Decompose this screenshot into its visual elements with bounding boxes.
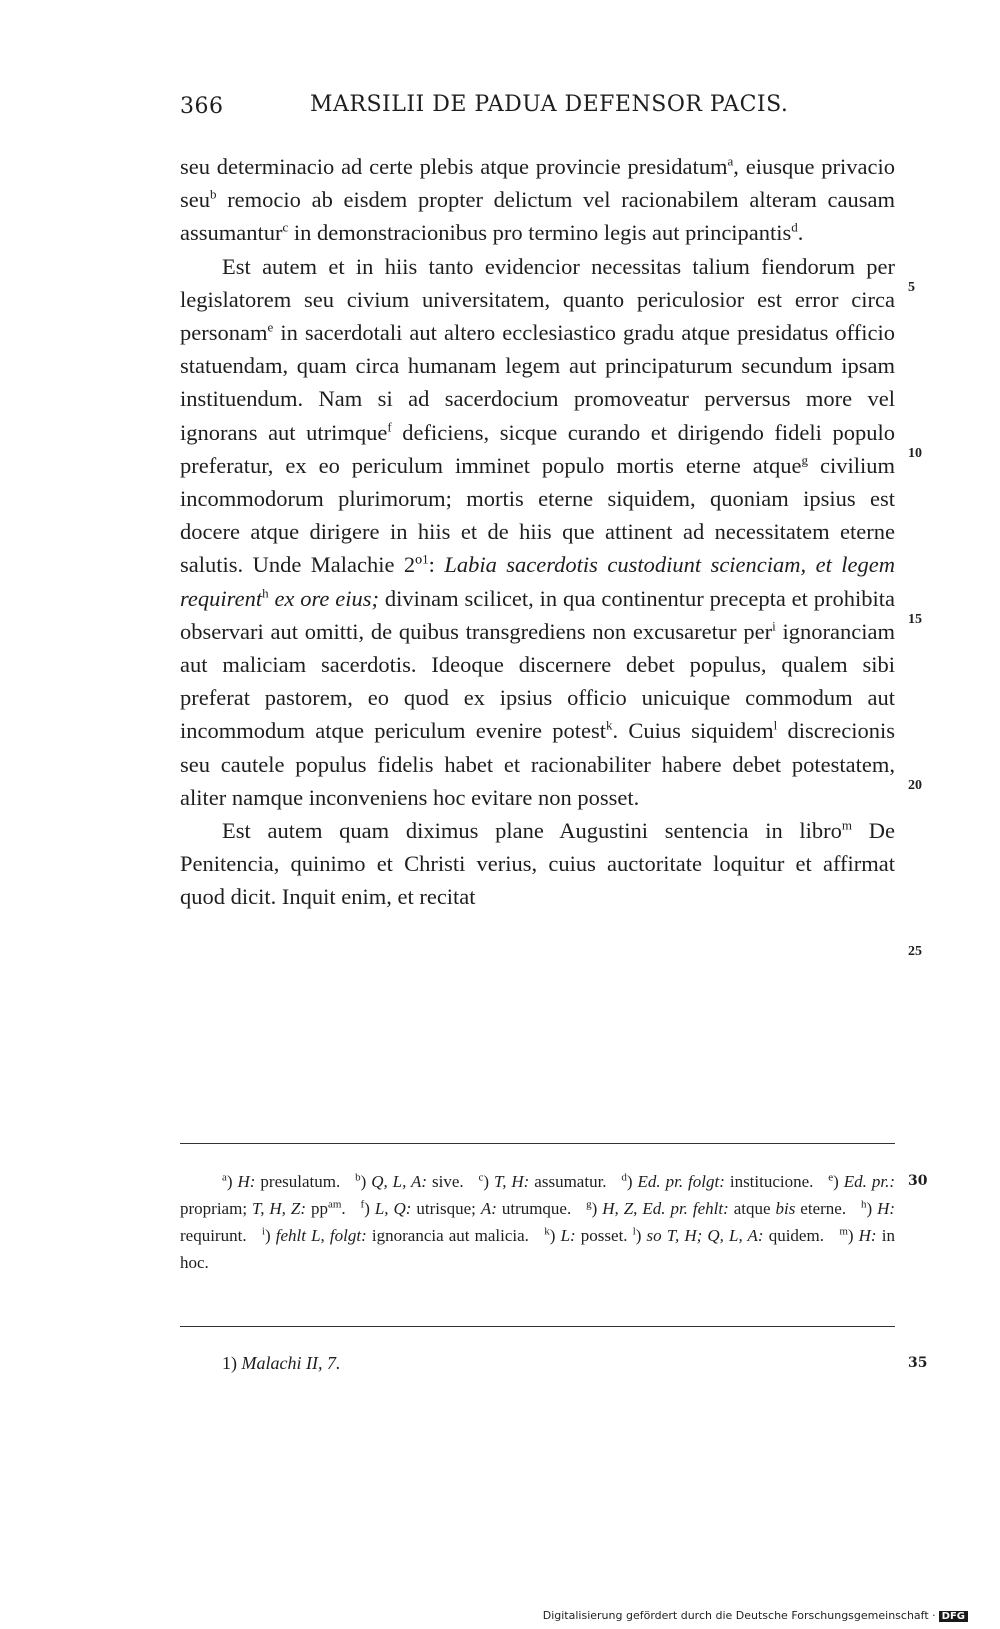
apparatus-text: $^a$) H: presulatum. $^b$) Q, L, A: sive. $^c$) T, H: assumatur. $^d$) Ed. pr. folgt: institucione. $^e$) Ed. pr.: propriam; T, H, Z: $pp^{am}$. $^f$) L, Q: utrisque; A: utrumque. $^g$) H, Z, Ed. pr. fehlt: atque bis eterne. $^h$) H: requirunt. $^i$) fehlt L, folgt: ignorancia aut malicia. $^k$) L: posset. $^l$) so T, H; Q, L, A: quidem. $^m$) H: in hoc. xyxy=(180,1171,896,1272)
main-text xyxy=(180,150,895,914)
paragraph-3: Est autem quam diximus plane Augustini sentencia in libro$^m$ De Penitencia, quinimo et Christi verius, cuius auctoritate loquitur et affirmat quod dicit. Inquit enim, et recitat xyxy=(180,817,895,910)
paragraph-2: Est autem et in hiis tanto evidencior necessitas talium fiendorum per legislatorem seu civium universitatem, quanto periculosior est error circa personam$^e$ in sacerdotali aut altero ecclesiastico gradu atque presidatus officio statuendam, quam circa humanam legem aut principaturum secundum ipsam instituendum. Nam si ad sacerdocium promoveatur perversus more vel ignorans aut utrimque$^f$ deficiens, sicque curando et dirigendo fideli populo preferatur, ex eo periculum imminet populo mortis eterne atque$^g$ civilium incommodorum plurimorum; mortis eterne siquidem, quoniam ipsius est docere atque dirigere in hiis et de hiis que attinent ad necessitatem eterne salutis. Unde Malachie 2º$^1$: Labia sacerdotis custodiunt scienciam, et legem requirent$^h$ ex ore eius; divinam scilicet, in qua continentur precepta et prohibita observari aut omitti, de quibus transgrediens non excusaretur per$^i$ ignoranciam aut maliciam sacerdotis. Ideoque discernere debet populus, qualem sibi preferat pastorem, eo quod ex ipsius officio unicuique commodum aut incommodum atque periculum evenire potest$^k$. Cuius siquidem$^l$ discrecionis seu cautele populus fidelis habet et racionabiliter habere debet potestatem, aliter namque inconveniens hoc evitare non posset. xyxy=(180,253,896,810)
dfg-logo: DFG xyxy=(939,1611,968,1622)
line-number: 5 xyxy=(908,280,915,295)
line-number: 25 xyxy=(908,944,922,959)
footnote-text: Malachi II, 7. xyxy=(241,1353,341,1373)
credit-text: Digitalisierung gefördert durch die Deutsche Forschungsgemeinschaft · xyxy=(542,1609,936,1622)
running-title: MARSILII DE PADUA DEFENSOR PACIS. xyxy=(310,92,789,117)
paragraph-1: seu determinacio ad certe plebis atque provincie presidatum$^a$, eiusque privacio seu$^b$ remocio ab eisdem propter delictum vel racionabilem alteram causam assumantur$^c$ in demonstracionibus pro termino legis aut principantis$^d$. xyxy=(180,153,896,246)
line-number: 10 xyxy=(908,446,922,461)
page-number: 366 xyxy=(180,94,224,119)
apparatus-rule xyxy=(180,1143,895,1144)
line-number: 15 xyxy=(908,612,922,627)
apparatus-line-number: 30 xyxy=(908,1173,928,1189)
footnote-rule xyxy=(180,1326,895,1327)
line-number: 20 xyxy=(908,778,922,793)
footnote-marker: 1) xyxy=(222,1353,237,1373)
critical-apparatus xyxy=(180,1168,895,1276)
digitization-credit xyxy=(543,1609,968,1622)
footnote xyxy=(222,1353,340,1374)
footnote-line-number: 35 xyxy=(908,1355,928,1371)
